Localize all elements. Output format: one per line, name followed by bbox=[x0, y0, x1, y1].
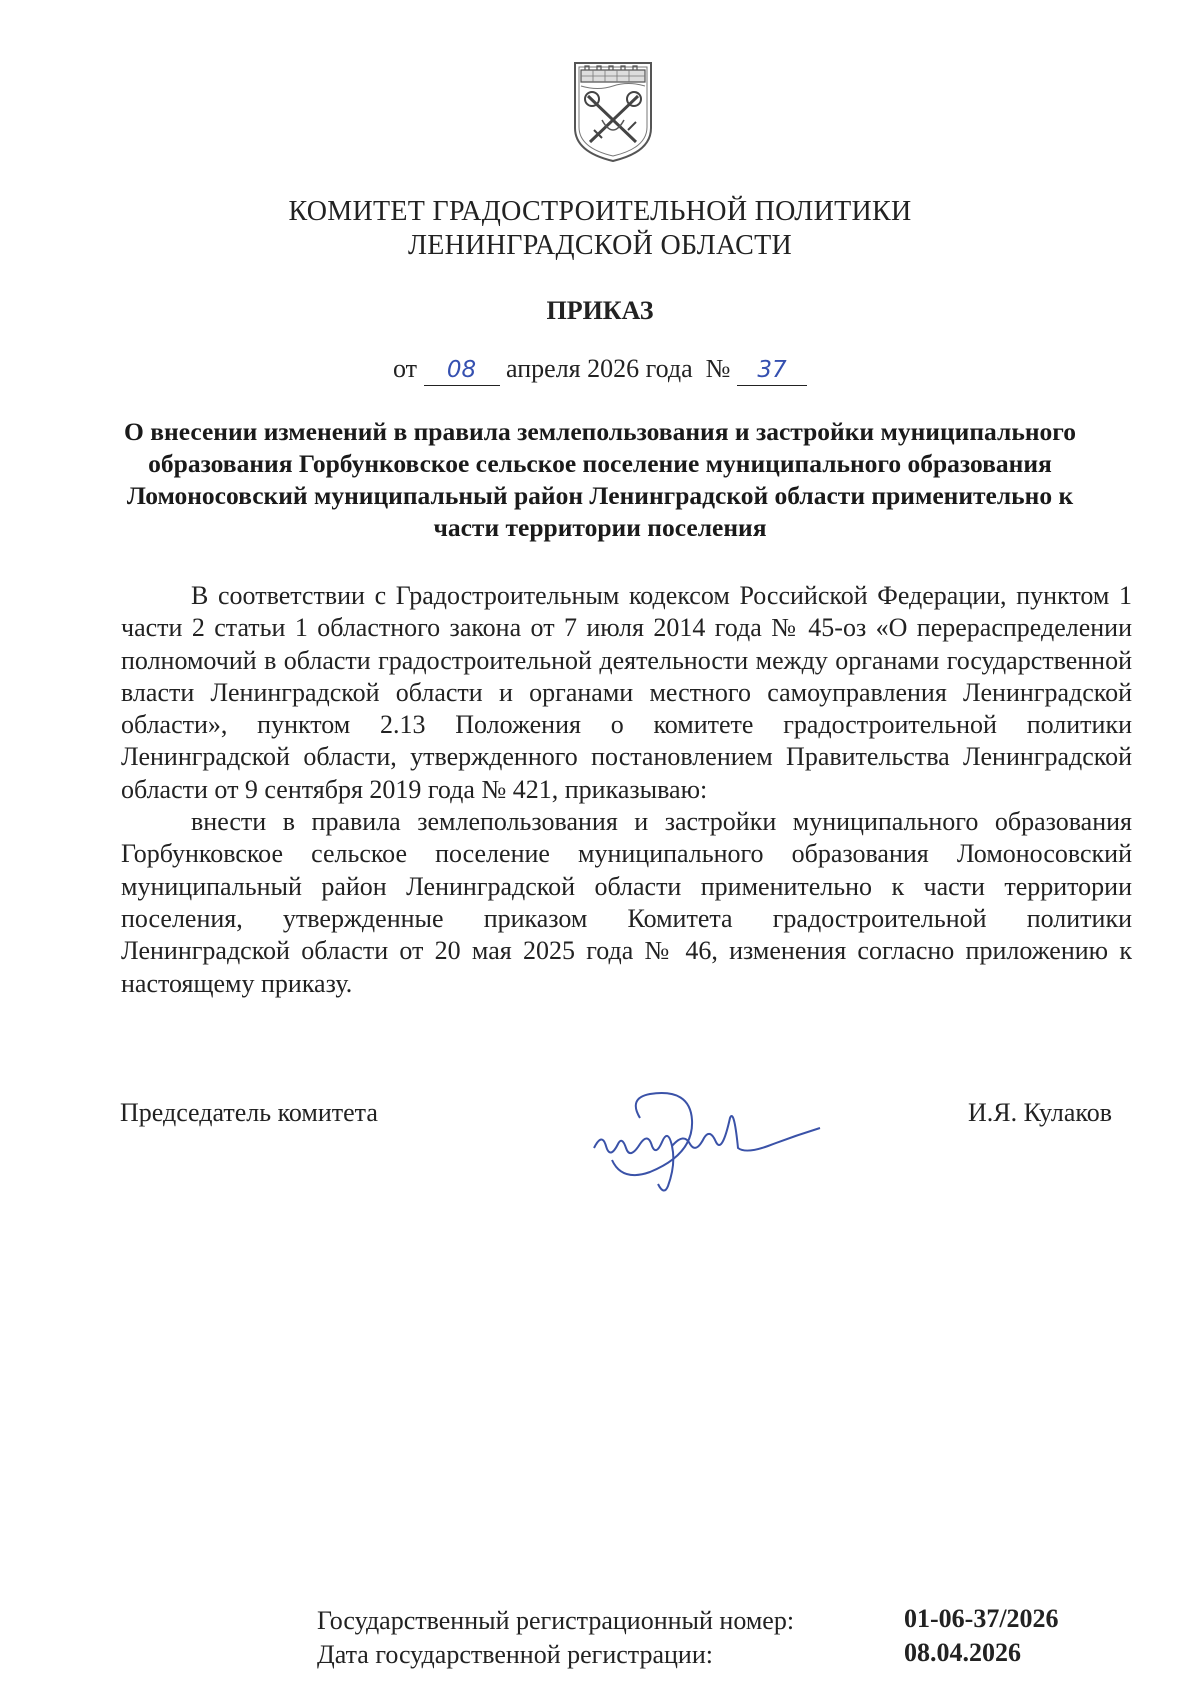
registration-date-value: 08.04.2026 bbox=[904, 1638, 1021, 1667]
signatory-position: Председатель комитета bbox=[120, 1098, 378, 1127]
number-sign: № bbox=[705, 354, 731, 383]
body-paragraph-directive: внести в правила землепользования и застройки муниципального образования Горбунковское сельское поселение муниципального образования Ломоносовский муниципальный район Ленинградской области применительно к части территории поселения, утвержденные приказом Комитета градостроительной политики Ленинградской области от 20 мая 2025 года № 46, изменения согласно приложению к настоящему приказу. bbox=[121, 807, 1132, 998]
order-body bbox=[121, 580, 1132, 1000]
order-number-field bbox=[737, 354, 807, 386]
coat-of-arms-emblem bbox=[572, 60, 654, 164]
organization-name-line1: КОМИТЕТ ГРАДОСТРОИТЕЛЬНОЙ ПОЛИТИКИ bbox=[288, 196, 912, 227]
document-type-title: ПРИКАЗ bbox=[546, 296, 654, 325]
signatory-name: И.Я. Кулаков bbox=[968, 1098, 1112, 1127]
organization-name-line2: ЛЕНИНГРАДСКОЙ ОБЛАСТИ bbox=[407, 230, 793, 261]
order-number-handwritten: 37 bbox=[757, 357, 787, 383]
order-date-line bbox=[0, 354, 1200, 386]
registration-number-label: Государственный регистрационный номер: bbox=[317, 1606, 795, 1635]
order-month-year: апреля 2026 года bbox=[506, 354, 693, 383]
order-day-handwritten: 08 bbox=[446, 357, 477, 383]
order-day-field bbox=[424, 354, 500, 386]
order-subject-heading: О внесении изменений в правила землепользования и застройки муниципального образования Горбунковское сельское поселение муниципального образования Ломоносовский муниципальный район Ленинградской области применительно к части территории поселения bbox=[124, 417, 1076, 542]
body-paragraph-legal-basis: В соответствии с Градостроительным кодексом Российской Федерации, пунктом 1 части 2 статьи 1 областного закона от 7 июля 2014 года № 45-оз «О перераспределении полномочий в области градостроительной деятельности между органами государственной власти Ленинградской области и органами местного самоуправления Ленинградской области», пунктом 2.13 Положения о комитете градостроительной политики Ленинградской области, утвержденного постановлением Правительства Ленинградской области от 9 сентября 2019 года № 421, приказываю: bbox=[121, 581, 1132, 804]
handwritten-signature bbox=[588, 1088, 828, 1200]
date-prefix: от bbox=[393, 354, 418, 383]
registration-date-label: Дата государственной регистрации: bbox=[317, 1640, 713, 1669]
registration-number-value: 01-06-37/2026 bbox=[904, 1604, 1059, 1633]
